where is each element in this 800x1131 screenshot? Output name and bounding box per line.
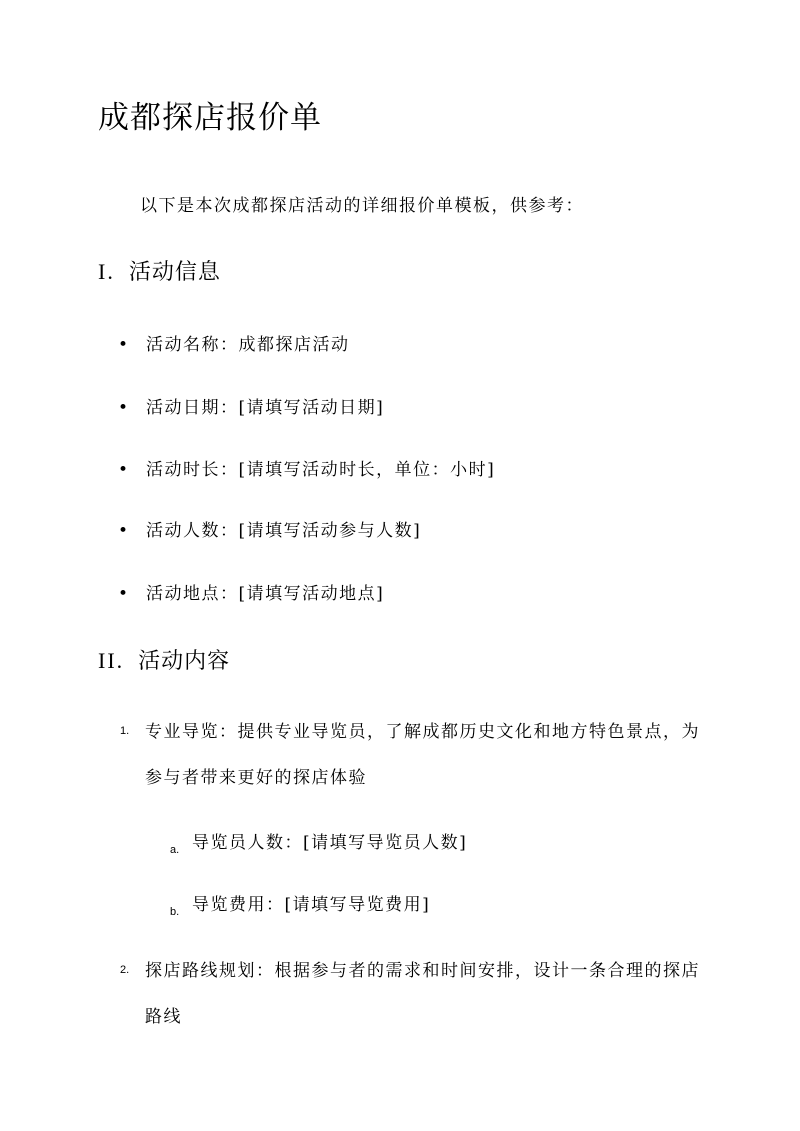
list-item-text: 活动时长：[请填写活动时长，单位：小时]: [146, 460, 496, 480]
numbered-list-item: [120, 718, 700, 810]
bullet-icon: •: [118, 521, 130, 541]
intro-paragraph: 以下是本次成都探店活动的详细报价单模板，供参考：: [140, 196, 584, 216]
numbered-list-item: [120, 957, 700, 1049]
section-title: 活动内容: [138, 649, 231, 674]
sub-list-item-text: 导览费用：[请填写导览费用]: [192, 895, 431, 915]
list-number: 1.: [120, 725, 130, 737]
sub-list-item-text: 导览员人数：[请填写导览员人数]: [192, 833, 468, 853]
bullet-icon: •: [118, 335, 130, 355]
section-number: II.: [98, 648, 125, 673]
section-heading-activity-info: [98, 256, 221, 289]
list-item-text: 活动名称：成都探店活动: [146, 335, 350, 355]
list-item-text: 活动人数：[请填写活动参与人数]: [146, 521, 422, 541]
list-item-text: 探店路线规划：根据参与者的需求和时间安排，设计一条合理的探店路线: [145, 961, 700, 1027]
list-item-text: 专业导览：提供专业导览员，了解成都历史文化和地方特色景点，为参与者带来更好的探店体验: [145, 722, 700, 788]
bullet-icon: •: [118, 584, 130, 604]
list-item-text: 活动地点：[请填写活动地点]: [146, 584, 385, 604]
section-title: 活动信息: [128, 260, 221, 285]
list-item-text: 活动日期：[请填写活动日期]: [146, 398, 385, 418]
list-letter: a.: [170, 844, 180, 856]
page-title: 成都探店报价单: [98, 100, 322, 136]
list-number: 2.: [120, 964, 130, 976]
section-heading-activity-content: [98, 645, 230, 678]
bullet-icon: •: [118, 460, 130, 480]
bullet-icon: •: [118, 398, 130, 418]
list-letter: b.: [170, 906, 180, 918]
section-number: I.: [98, 259, 115, 284]
